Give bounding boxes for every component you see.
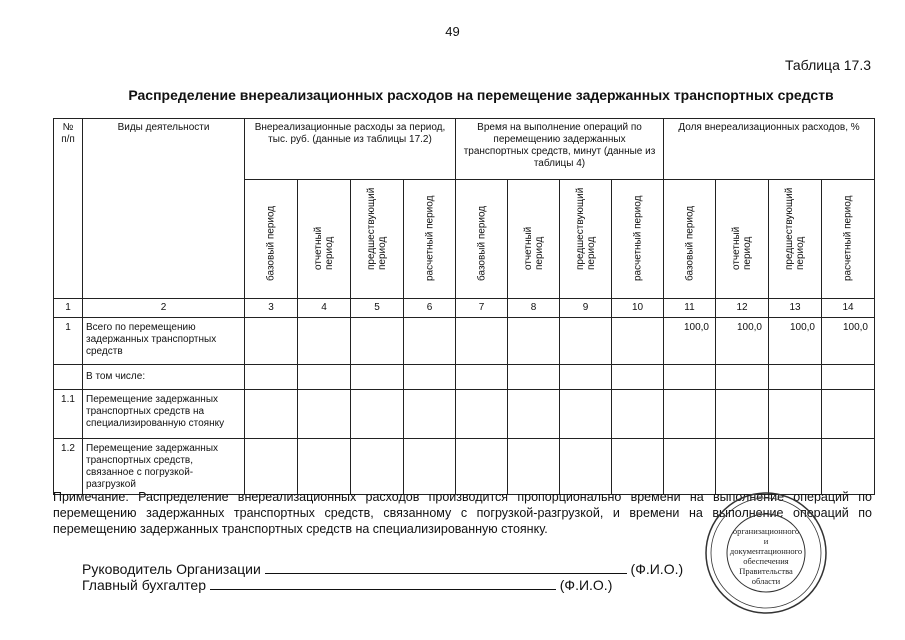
page-number: 49: [445, 24, 460, 39]
header-prev-period: предшествующий период: [560, 180, 612, 299]
stamp-line: области: [751, 576, 781, 586]
signature-underline: [265, 561, 627, 574]
distribution-table: [53, 118, 875, 495]
header-base-period: базовый период: [245, 180, 298, 299]
column-number: 6: [404, 299, 456, 318]
stamp-line: обеспечения: [743, 556, 789, 566]
row-activity: В том числе:: [83, 365, 245, 390]
header-report-period: отчетный период: [298, 180, 351, 299]
header-time: Время на выполнение операций по перемещению задержанных транспортных средств, минут (данные из таблицы 4): [456, 119, 664, 180]
table-row: [54, 439, 875, 495]
column-number-row: [54, 299, 875, 318]
column-number: 3: [245, 299, 298, 318]
stamp-line: и: [763, 536, 769, 546]
row-number: 1: [54, 318, 83, 365]
header-share: Доля внереализационных расходов, %: [664, 119, 875, 180]
header-base-period: базовый период: [664, 180, 716, 299]
header-report-period: отчетный период: [508, 180, 560, 299]
header-expenses: Внереализационные расходы за период, тыс. руб. (данные из таблицы 17.2): [245, 119, 456, 180]
head-label: Руководитель Организации: [82, 561, 261, 577]
share-value: 100,0: [716, 318, 769, 365]
head-signature-line: [82, 561, 683, 577]
signature-underline: [210, 577, 556, 590]
header-base-period: базовый период: [456, 180, 508, 299]
share-value: 100,0: [822, 318, 875, 365]
fio-label: (Ф.И.О.): [559, 577, 613, 593]
column-number: 9: [560, 299, 612, 318]
table-label: Таблица 17.3: [784, 57, 871, 73]
row-activity: Перемещение задержанных транспортных средств, связанное с погрузкой-разгрузкой: [83, 439, 245, 495]
header-prev-period: предшествующий период: [769, 180, 822, 299]
column-number: 4: [298, 299, 351, 318]
table-row: [54, 365, 875, 390]
share-value: 100,0: [664, 318, 716, 365]
column-number: 14: [822, 299, 875, 318]
column-number: 10: [612, 299, 664, 318]
header-calc-period: расчетный период: [404, 180, 456, 299]
header-activity: Виды деятельности: [83, 119, 245, 299]
column-number: 8: [508, 299, 560, 318]
column-number: 13: [769, 299, 822, 318]
row-number: 1.2: [54, 439, 83, 495]
column-number: 5: [351, 299, 404, 318]
note-paragraph: Примечание. Распределение внереализационных расходов производится пропорционально времени на выполнение операций по перемещению задержанных транспортных средств, связанному с погрузкой-разгрузкой, и времени на выполнение операций по перемещению задержанных транспортных средств на специализированную стоянку.: [53, 490, 872, 536]
column-number: 1: [54, 299, 83, 318]
stamp-line: организационного: [732, 526, 800, 536]
table-row: [54, 390, 875, 439]
official-stamp: [703, 490, 829, 616]
header-calc-period: расчетный период: [822, 180, 875, 299]
column-number: 2: [83, 299, 245, 318]
share-value: 100,0: [769, 318, 822, 365]
row-activity: Перемещение задержанных транспортных средств на специализированную стоянку: [83, 390, 245, 439]
table-row: [54, 318, 875, 365]
header-report-period: отчетный период: [716, 180, 769, 299]
row-number: [54, 365, 83, 390]
fio-label: (Ф.И.О.): [630, 561, 684, 577]
accountant-signature-line: [82, 577, 612, 593]
header-number: № п/п: [54, 119, 83, 299]
column-number: 11: [664, 299, 716, 318]
header-prev-period: предшествующий период: [351, 180, 404, 299]
row-activity: Всего по перемещению задержанных транспортных средств: [83, 318, 245, 365]
stamp-line: Правительства: [739, 566, 793, 576]
accountant-label: Главный бухгалтер: [82, 577, 206, 593]
row-number: 1.1: [54, 390, 83, 439]
document-title: Распределение внереализационных расходов на перемещение задержанных транспортных средств: [128, 87, 834, 103]
column-number: 12: [716, 299, 769, 318]
stamp-line: документационного: [729, 546, 803, 556]
header-calc-period: расчетный период: [612, 180, 664, 299]
column-number: 7: [456, 299, 508, 318]
